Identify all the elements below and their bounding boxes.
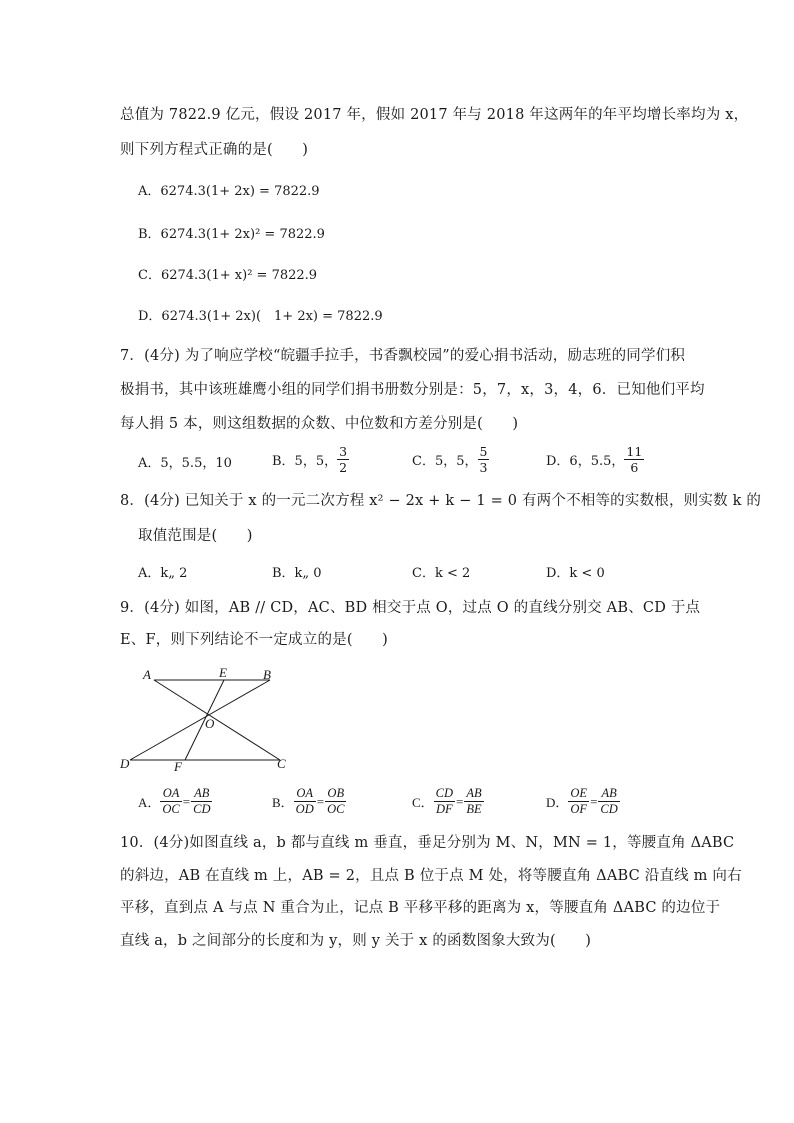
- q9-option-d[interactable]: D． $\frac{OE}{OF}$ = $\frac{AB}{CD}$: [546, 786, 618, 816]
- q8-stem-line2: 取值范围是( ): [138, 528, 253, 544]
- q9-option-c-letter: C．: [412, 795, 434, 810]
- q7-option-b-text: B．5，5，: [272, 454, 338, 469]
- q9-option-a-letter: A．: [138, 795, 161, 810]
- q6-option-a[interactable]: A．6274.3(1+ 2x) = 7822.9: [138, 184, 320, 199]
- q9-option-a[interactable]: A． $\frac{OA}{OC}$ = $\frac{AB}{CD}$: [138, 786, 211, 816]
- q10-stem-line4: 直线 a，b 之间部分的长度和为 y，则 y 关于 x 的函数图象大致为( ): [120, 933, 592, 949]
- label-c: C: [277, 756, 286, 771]
- label-e: E: [219, 665, 227, 680]
- q7-option-d-text: D．6，5.5，: [546, 454, 625, 469]
- q8-stem-line1: 8．(4分) 已知关于 x 的一元二次方程 x² − 2x + k − 1 = 0 有两个不相等的实数根，则实数 k 的: [120, 493, 762, 509]
- label-b: B: [263, 667, 271, 682]
- q9-stem-line2: E、F，则下列结论不一定成立的是( ): [120, 632, 388, 648]
- label-a: A: [143, 667, 151, 682]
- segment-ac: [154, 680, 280, 760]
- q6-option-b[interactable]: B．6274.3(1+ 2x)² = 7822.9: [138, 227, 325, 242]
- q9-option-d-letter: D．: [546, 795, 569, 810]
- q6-stem-line1: 总值为 7822.9 亿元，假设 2017 年，假如 2017 年与 2018 年这两年的年平均增长率均为 x，: [120, 107, 749, 123]
- q6-stem-line2: 则下列方程式正确的是( ): [120, 142, 309, 158]
- label-o: O: [205, 716, 215, 731]
- q8-option-c[interactable]: C．k < 2: [412, 566, 471, 581]
- q8-option-d[interactable]: D．k < 0: [546, 566, 605, 581]
- segment-bd: [130, 680, 270, 760]
- q7-option-d-fraction: $\frac{11}{6}$: [626, 444, 643, 475]
- q9-option-c[interactable]: C． $\frac{CD}{DF}$ = $\frac{AB}{BE}$: [412, 786, 482, 816]
- q10-stem-line2: 的斜边，AB 在直线 m 上，AB = 2，且点 B 位于点 M 处，将等腰直角 ΔABC 沿直线 m 向右: [120, 868, 742, 884]
- q9-option-b-letter: B．: [272, 795, 294, 810]
- q9-geometry-figure: [110, 660, 310, 775]
- q9-option-b[interactable]: B． $\frac{OA}{OD}$ = $\frac{OB}{OC}$: [272, 786, 345, 816]
- q7-option-c[interactable]: [412, 444, 489, 475]
- q6-option-d[interactable]: D．6274.3(1+ 2x)( 1+ 2x) = 7822.9: [138, 309, 383, 324]
- q8-option-b[interactable]: B．k„ 0: [272, 566, 322, 581]
- q10-stem-line3: 平移，直到点 A 与点 N 重合为止，记点 B 平移平移的距离为 x，等腰直角 ΔABC 的边位于: [120, 900, 721, 916]
- q7-option-c-text: C．5，5，: [412, 454, 478, 469]
- q7-stem-line2: 极捐书，其中该班雄鹰小组的同学们捐书册数分别是：5，7，x，3，4，6．已知他们平均: [120, 382, 705, 398]
- q7-stem-line1: 7．(4分) 为了响应学校“皖疆手拉手，书香飘校园”的爱心捐书活动，励志班的同学们积: [120, 348, 686, 364]
- q9-stem-line1: 9．(4分) 如图，AB // CD，AC、BD 相交于点 O，过点 O 的直线分别交 AB、CD 于点: [120, 600, 701, 616]
- q7-option-c-fraction: $\frac{5}{3}$: [479, 444, 488, 475]
- q7-stem-line3: 每人捐 5 本，则这组数据的众数、中位数和方差分别是( ): [120, 416, 519, 432]
- q7-option-a[interactable]: A．5，5.5，10: [138, 456, 232, 471]
- q6-option-c[interactable]: C．6274.3(1+ x)² = 7822.9: [138, 268, 318, 283]
- q7-option-d[interactable]: [546, 444, 644, 475]
- label-f: F: [174, 759, 182, 774]
- q8-option-a[interactable]: A．k„ 2: [138, 566, 188, 581]
- label-d: D: [120, 756, 130, 771]
- q7-option-b-fraction: $\frac{3}{2}$: [339, 444, 348, 475]
- q7-option-b[interactable]: [272, 444, 349, 475]
- q10-stem-line1: 10．(4分)如图直线 a，b 都与直线 m 垂直，垂足分别为 M、N，MN = 1，等腰直角 ΔABC: [120, 835, 735, 851]
